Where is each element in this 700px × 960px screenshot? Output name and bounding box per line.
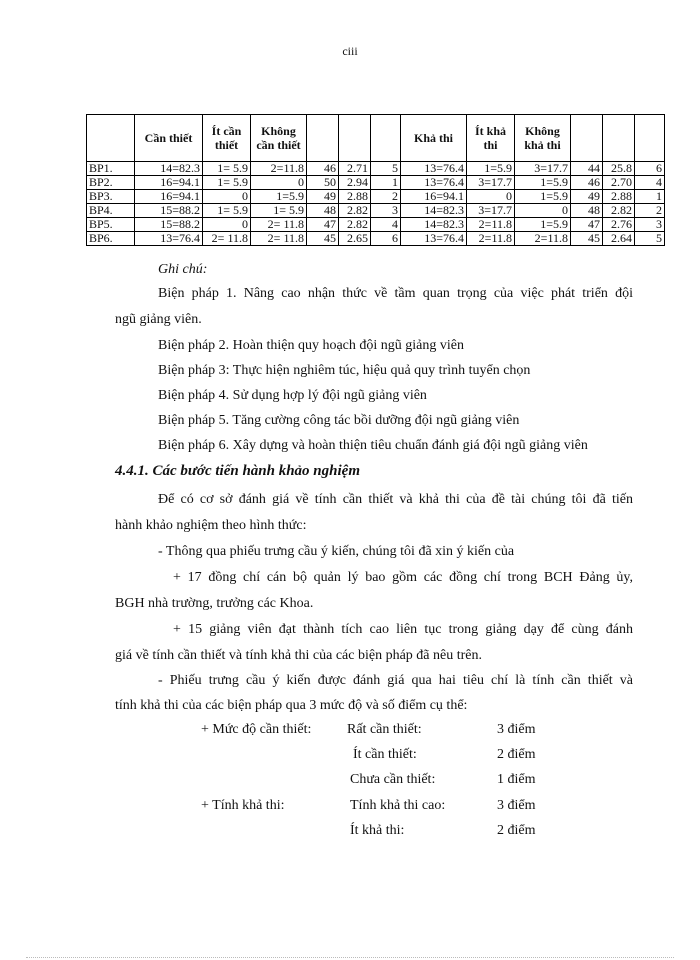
row-label-cell: BP5. bbox=[87, 218, 135, 232]
header-cell: Không cần thiết bbox=[251, 115, 307, 162]
paragraph-1-line-1: Để có cơ sở đánh giá về tính cần thiết và khả thi của đề tài chúng tôi đã tiến bbox=[158, 492, 633, 507]
page-number: ciii bbox=[342, 44, 358, 58]
table-cell: 15=88.2 bbox=[135, 218, 203, 232]
measure-5: Biện pháp 5. Tăng cường công tác bồi dưỡng đội ngũ giảng viên bbox=[158, 413, 520, 428]
table-cell: 3=17.7 bbox=[467, 204, 515, 218]
measure-6: Biện pháp 6. Xây dựng và hoàn thiện tiêu chuẩn đánh giá đội ngũ giảng viên bbox=[158, 438, 588, 453]
table-cell: 2.94 bbox=[339, 176, 371, 190]
table-cell: 48 bbox=[571, 204, 603, 218]
paragraph-2: - Thông qua phiếu trưng cầu ý kiến, chúng tôi đã xin ý kiến của bbox=[158, 544, 515, 559]
table-cell: 2 bbox=[635, 204, 665, 218]
table-cell: 1 bbox=[635, 190, 665, 204]
table-row bbox=[87, 204, 665, 218]
feasibility-level-points: 2 điểm bbox=[497, 823, 536, 838]
survey-results-table bbox=[86, 114, 665, 246]
row-label-cell: BP2. bbox=[87, 176, 135, 190]
table-cell: 6 bbox=[635, 162, 665, 176]
header-cell bbox=[371, 115, 401, 162]
table-cell: 14=82.3 bbox=[135, 162, 203, 176]
table-header-row bbox=[87, 115, 665, 162]
table-cell: 3=17.7 bbox=[515, 162, 571, 176]
table-cell: 13=76.4 bbox=[401, 232, 467, 246]
table-cell: 3 bbox=[371, 204, 401, 218]
table-cell: 1=5.9 bbox=[515, 176, 571, 190]
feasibility-level-name: Ít khả thi: bbox=[350, 823, 405, 838]
table-row bbox=[87, 190, 665, 204]
table-cell: 2.70 bbox=[603, 176, 635, 190]
table-cell: 2.82 bbox=[339, 218, 371, 232]
table-cell: 0 bbox=[203, 190, 251, 204]
feasibility-level-points: 3 điểm bbox=[497, 798, 536, 813]
table-cell: 14=82.3 bbox=[401, 218, 467, 232]
table-row bbox=[87, 218, 665, 232]
header-cell bbox=[339, 115, 371, 162]
table-cell: 2=11.8 bbox=[467, 218, 515, 232]
table-cell: 15=88.2 bbox=[135, 204, 203, 218]
table-cell: 13=76.4 bbox=[135, 232, 203, 246]
table-cell: 2=11.8 bbox=[251, 162, 307, 176]
table-cell: 49 bbox=[307, 190, 339, 204]
table-cell: 25.8 bbox=[603, 162, 635, 176]
table-row bbox=[87, 162, 665, 176]
row-label-cell: BP6. bbox=[87, 232, 135, 246]
table-cell: 44 bbox=[571, 162, 603, 176]
table-cell: 46 bbox=[571, 176, 603, 190]
header-cell bbox=[635, 115, 665, 162]
table-cell: 13=76.4 bbox=[401, 176, 467, 190]
table-cell: 45 bbox=[307, 232, 339, 246]
page-bottom-rule bbox=[26, 957, 674, 958]
table-cell: 16=94.1 bbox=[135, 190, 203, 204]
table-cell: 2 bbox=[371, 190, 401, 204]
table-cell: 1 bbox=[371, 176, 401, 190]
table-cell: 50 bbox=[307, 176, 339, 190]
necessity-level-name: Ít cần thiết: bbox=[353, 747, 417, 762]
table-cell: 2= 11.8 bbox=[251, 232, 307, 246]
table-cell: 1= 5.9 bbox=[203, 204, 251, 218]
measure-2: Biện pháp 2. Hoàn thiện quy hoạch đội ngũ giảng viên bbox=[158, 338, 464, 353]
table-cell: 6 bbox=[371, 232, 401, 246]
table-cell: 4 bbox=[635, 176, 665, 190]
table-cell: 49 bbox=[571, 190, 603, 204]
paragraph-4-line-2: giá về tính cần thiết và tính khả thi của các biện pháp đã nêu trên. bbox=[115, 648, 482, 663]
table-cell: 1=5.9 bbox=[467, 162, 515, 176]
measure-3: Biện pháp 3: Thực hiện nghiêm túc, hiệu quả quy trình tuyển chọn bbox=[158, 363, 531, 378]
paragraph-1-line-2: hành khảo nghiệm theo hình thức: bbox=[115, 518, 307, 533]
table-cell: 2=11.8 bbox=[515, 232, 571, 246]
table-body bbox=[87, 162, 665, 246]
header-cell: Ít khả thi bbox=[467, 115, 515, 162]
header-cell bbox=[603, 115, 635, 162]
row-label-cell: BP1. bbox=[87, 162, 135, 176]
measure-1-line-2: ngũ giảng viên. bbox=[115, 312, 202, 327]
measure-4: Biện pháp 4. Sử dụng hợp lý đội ngũ giảng viên bbox=[158, 388, 427, 403]
table-cell: 2.88 bbox=[339, 190, 371, 204]
table-cell: 2.64 bbox=[603, 232, 635, 246]
paragraph-4-line-1: + 15 giảng viên đạt thành tích cao liên tục trong giảng dạy để cùng đánh bbox=[173, 622, 633, 637]
note-label: Ghi chú: bbox=[158, 262, 208, 277]
section-heading: 4.4.1. Các bước tiến hành khảo nghiệm bbox=[115, 463, 360, 479]
table-row bbox=[87, 176, 665, 190]
table-cell: 2.65 bbox=[339, 232, 371, 246]
necessity-scale-label: + Mức độ cần thiết: bbox=[201, 722, 312, 737]
table-cell: 2.88 bbox=[603, 190, 635, 204]
feasibility-level-name: Tính khả thi cao: bbox=[350, 798, 446, 813]
table-cell: 2.76 bbox=[603, 218, 635, 232]
table-cell: 3 bbox=[635, 218, 665, 232]
table-cell: 46 bbox=[307, 162, 339, 176]
table-cell: 0 bbox=[251, 176, 307, 190]
table-cell: 0 bbox=[515, 204, 571, 218]
row-label-cell: BP3. bbox=[87, 190, 135, 204]
necessity-level-points: 2 điểm bbox=[497, 747, 536, 762]
row-label-cell: BP4. bbox=[87, 204, 135, 218]
table-cell: 2.82 bbox=[603, 204, 635, 218]
table-cell: 1= 5.9 bbox=[203, 162, 251, 176]
table-cell: 16=94.1 bbox=[135, 176, 203, 190]
header-cell: Cần thiết bbox=[135, 115, 203, 162]
header-cell: Khả thi bbox=[401, 115, 467, 162]
table-cell: 2= 11.8 bbox=[203, 232, 251, 246]
table-cell: 1=5.9 bbox=[515, 218, 571, 232]
header-cell: Không khả thi bbox=[515, 115, 571, 162]
table-cell: 13=76.4 bbox=[401, 162, 467, 176]
table-row bbox=[87, 232, 665, 246]
table-cell: 2= 11.8 bbox=[251, 218, 307, 232]
table-cell: 2.82 bbox=[339, 204, 371, 218]
necessity-level-name: Rất cần thiết: bbox=[347, 722, 422, 737]
table-cell: 1=5.9 bbox=[515, 190, 571, 204]
table-cell: 1= 5.9 bbox=[251, 204, 307, 218]
measure-1-line-1: Biện pháp 1. Nâng cao nhận thức về tầm quan trọng của việc phát triển đội bbox=[158, 286, 633, 301]
table-cell: 14=82.3 bbox=[401, 204, 467, 218]
table-cell: 0 bbox=[467, 190, 515, 204]
table-cell: 2=11.8 bbox=[467, 232, 515, 246]
table-cell: 45 bbox=[571, 232, 603, 246]
table-cell: 1= 5.9 bbox=[203, 176, 251, 190]
necessity-level-name: Chưa cần thiết: bbox=[350, 772, 436, 787]
header-cell bbox=[87, 115, 135, 162]
table-cell: 16=94.1 bbox=[401, 190, 467, 204]
table-cell: 47 bbox=[571, 218, 603, 232]
table-cell: 5 bbox=[635, 232, 665, 246]
header-cell bbox=[571, 115, 603, 162]
table-cell: 4 bbox=[371, 218, 401, 232]
table-cell: 0 bbox=[203, 218, 251, 232]
paragraph-5-line-2: tính khả thi của các biện pháp qua 3 mức độ và số điểm cụ thể: bbox=[115, 698, 468, 713]
paragraph-3-line-2: BGH nhà trường, trưởng các Khoa. bbox=[115, 596, 314, 611]
necessity-level-points: 1 điểm bbox=[497, 772, 536, 787]
table-cell: 1=5.9 bbox=[251, 190, 307, 204]
necessity-level-points: 3 điểm bbox=[497, 722, 536, 737]
table-cell: 5 bbox=[371, 162, 401, 176]
header-cell: Ít cần thiết bbox=[203, 115, 251, 162]
table-cell: 2.71 bbox=[339, 162, 371, 176]
paragraph-5-line-1: - Phiếu trưng cầu ý kiến được đánh giá qua hai tiêu chí là tính cần thiết và bbox=[158, 673, 633, 688]
table-cell: 3=17.7 bbox=[467, 176, 515, 190]
table-cell: 48 bbox=[307, 204, 339, 218]
header-cell bbox=[307, 115, 339, 162]
feasibility-scale-label: + Tính khả thi: bbox=[201, 798, 285, 813]
paragraph-3-line-1: + 17 đồng chí cán bộ quản lý bao gồm các đồng chí trong BCH Đảng ủy, bbox=[173, 570, 633, 585]
table-cell: 47 bbox=[307, 218, 339, 232]
